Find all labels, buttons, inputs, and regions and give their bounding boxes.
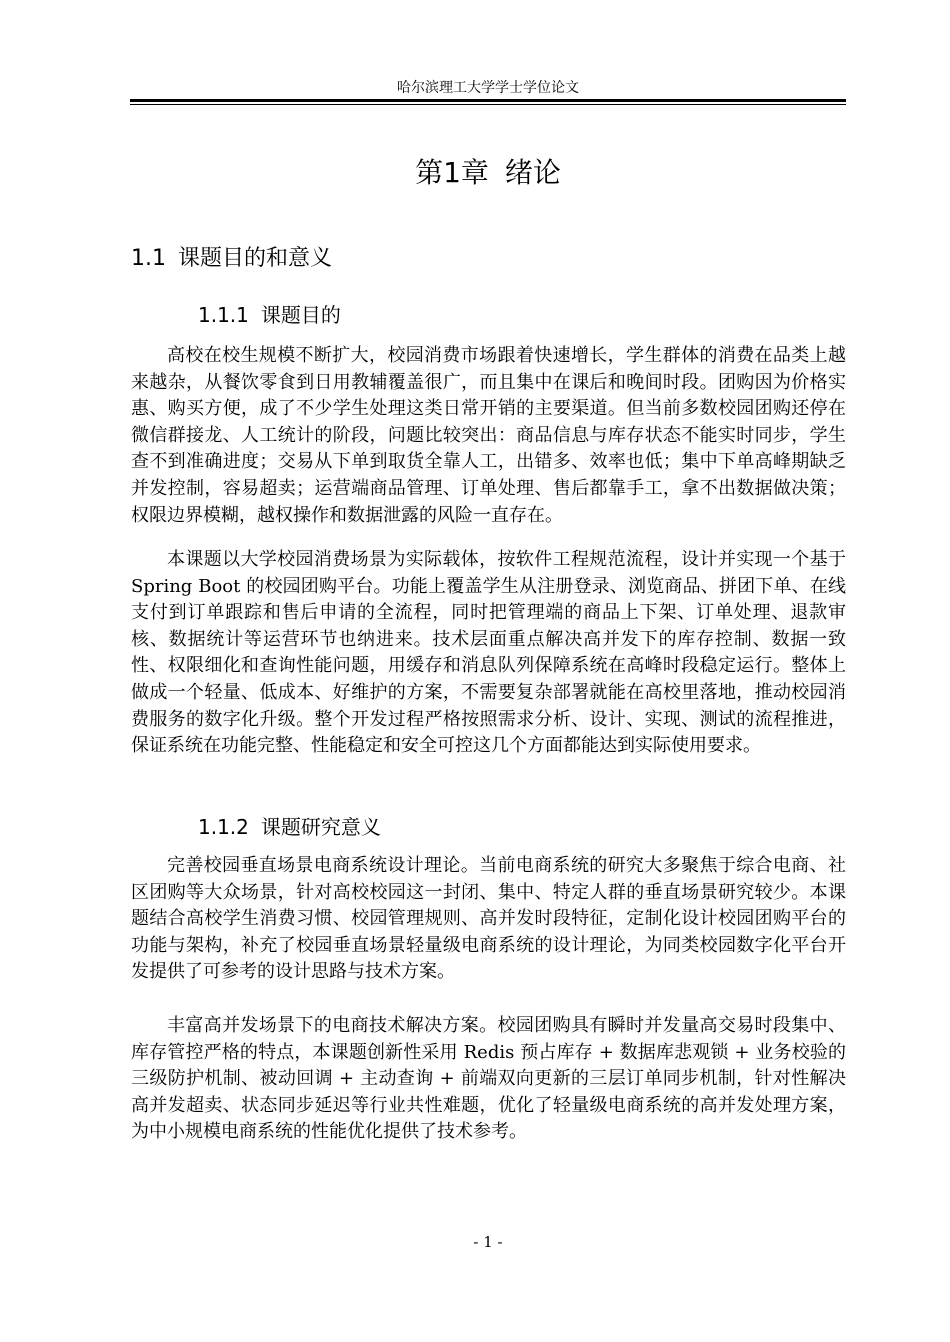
paragraph: 丰富高并发场景下的电商技术解决方案。校园团购具有瞬时并发量高交易时段集中、库存管控严格的特点，本课题创新性采用 Redis 预占库存 + 数据库悲观锁 + 业务校验的三级防护机制、被动回调 + 主动查询 + 前端双向更新的三层订单同步机制，针对性解决高并发超卖、状态同步延迟等行业共性难题，优化了轻量级电商系统的高并发处理方案，为中小规模电商系统的性能优化提供了技术参考。	[131, 1015, 846, 1143]
chapter-heading	[130, 153, 846, 193]
chapter-number: 第1章	[415, 156, 489, 189]
subsection-number: 1.1.1	[198, 303, 249, 327]
paragraph: 本课题以大学校园消费场景为实际载体，按软件工程规范流程，设计并实现一个基于 Spring Boot 的校园团购平台。功能上覆盖学生从注册登录、浏览商品、拼团下单、在线支付到订单跟踪和售后申请的全流程，同时把管理端的商品上下架、订单处理、退款审核、数据统计等运营环节也纳进来。技术层面重点解决高并发下的库存控制、数据一致性、权限细化和查询性能问题，用缓存和消息队列保障系统在高峰时段稳定运行。整体上做成一个轻量、低成本、好维护的方案，不需要复杂部署就能在高校里落地，推动校园消费服务的数字化升级。整个开发过程严格按照需求分析、设计、实现、测试的流程推进，保证系统在功能完整、性能稳定和安全可控这几个方面都能达到实际使用要求。	[131, 549, 846, 757]
page-number: - 1 -	[473, 1233, 503, 1251]
paragraph: 完善校园垂直场景电商系统设计理论。当前电商系统的研究大多聚焦于综合电商、社区团购等大众场景，针对高校校园这一封闭、集中、特定人群的垂直场景研究较少。本课题结合高校学生消费习惯、校园管理规则、高并发时段特征，定制化设计校园团购平台的功能与架构，补充了校园垂直场景轻量级电商系统的设计理论，为同类校园数字化平台开发提供了可参考的设计思路与技术方案。	[131, 855, 846, 983]
section-heading-1-1-2	[198, 813, 381, 841]
header-rule-thin	[130, 104, 846, 105]
section-number: 1.1	[131, 246, 166, 271]
section-heading-1-1	[131, 244, 332, 274]
chapter-title: 绪论	[504, 156, 561, 189]
running-header: 哈尔滨理工大学学士学位论文	[397, 80, 579, 96]
subsection-title: 课题目的	[260, 303, 341, 327]
subsection-number: 1.1.2	[198, 815, 249, 839]
paragraph: 高校在校生规模不断扩大，校园消费市场跟着快速增长，学生群体的消费在品类上越来越杂，从餐饮零食到日用教辅覆盖很广，而且集中在课后和晚间时段。团购因为价格实惠、购买方便，成了不少学生处理这类日常开销的主要渠道。但当前多数校园团购还停在微信群接龙、人工统计的阶段，问题比较突出：商品信息与库存状态不能实时同步，学生查不到准确进度；交易从下单到取货全靠人工，出错多、效率也低；集中下单高峰期缺乏并发控制，容易超卖；运营端商品管理、订单处理、售后都靠手工，拿不出数据做决策；权限边界模糊，越权操作和数据泄露的风险一直存在。	[131, 345, 846, 526]
section-title: 课题目的和意义	[178, 246, 333, 271]
header-rule-thick	[130, 99, 846, 102]
subsection-title: 课题研究意义	[260, 815, 381, 839]
section-heading-1-1-1	[198, 301, 341, 329]
